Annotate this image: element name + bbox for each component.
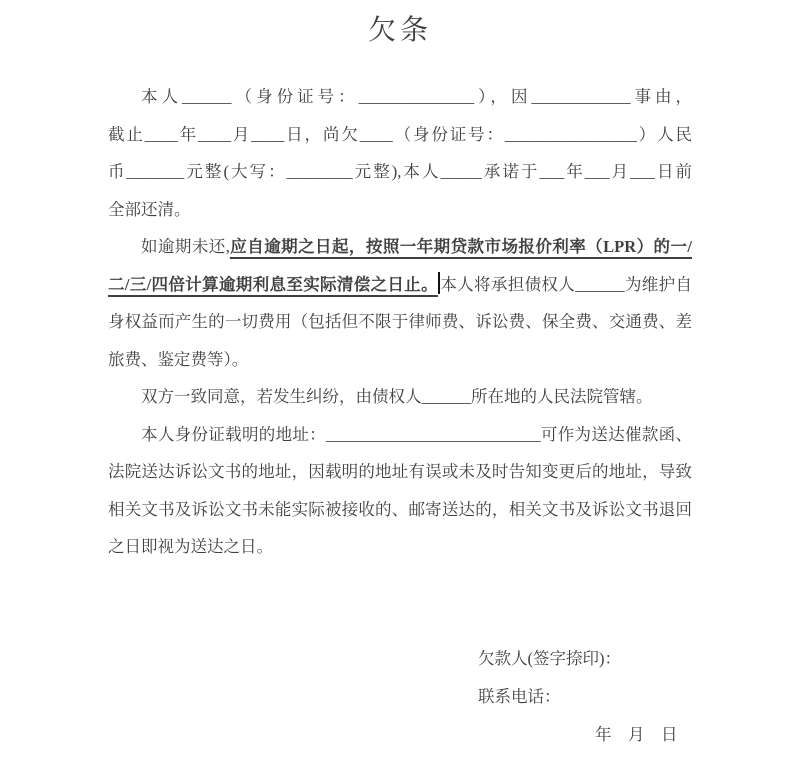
date-label: 年 月 日 xyxy=(595,724,678,744)
text-run: 之日即视为送达之日。 xyxy=(108,537,273,556)
text-line xyxy=(108,266,692,304)
document-title: 欠条 xyxy=(367,15,432,46)
text-run: 本人身份证载明的地址：__________________________可作为送达催款函、 xyxy=(141,424,692,444)
text-run: 本人______（身份证号：______________），因____________事由， xyxy=(141,87,692,106)
text-line xyxy=(108,341,692,379)
text-line xyxy=(108,378,692,416)
text-line xyxy=(108,303,692,341)
text-run: 本人将承担债权人______为维护自 xyxy=(439,274,693,294)
text-line xyxy=(108,416,692,454)
text-line xyxy=(108,78,692,116)
text-run: 应自逾期之日起，按照一年期贷款市场报价利率（LPR）的一/ xyxy=(229,237,692,256)
text-run: 身权益而产生的一切费用（包括但不限于律师费、诉讼费、保全费、交通费、差 xyxy=(108,312,692,331)
text-run: 币_______元整(大写：________元整),本人_____承诺于___年___月___日前 xyxy=(108,162,692,181)
text-run: 双方一致同意，若发生纠纷，由债权人______所在地的人民法院管辖。 xyxy=(141,387,653,406)
text-run: 全部还清。 xyxy=(108,199,191,219)
document-body[interactable] xyxy=(108,78,692,566)
phone-label: 联系电话： xyxy=(478,686,561,706)
text-line xyxy=(108,453,692,491)
debtor-signature-label: 欠款人(签字捺印)： xyxy=(478,648,621,668)
text-run: 二/三/四倍计算逾期利息至实际清偿之日止。 xyxy=(108,274,438,294)
text-run: 截止____年____月____日，尚欠____（身份证号：________________）人民 xyxy=(108,124,692,144)
text-run: 旅费、鉴定费等）。 xyxy=(108,349,249,369)
text-line xyxy=(108,116,692,154)
text-line xyxy=(108,191,692,229)
text-line xyxy=(108,491,692,529)
text-line xyxy=(108,228,692,266)
text-run: 法院送达诉讼文书的地址，因载明的地址有误或未及时告知变更后的地址，导致 xyxy=(108,462,692,481)
text-run: 如逾期未还, xyxy=(141,237,230,256)
text-line xyxy=(108,528,692,566)
text-run: 相关文书及诉讼文书未能实际被接收的、邮寄送达的，相关文书及诉讼文书退回 xyxy=(108,499,692,519)
signature-block xyxy=(108,640,692,754)
text-line xyxy=(108,153,692,191)
